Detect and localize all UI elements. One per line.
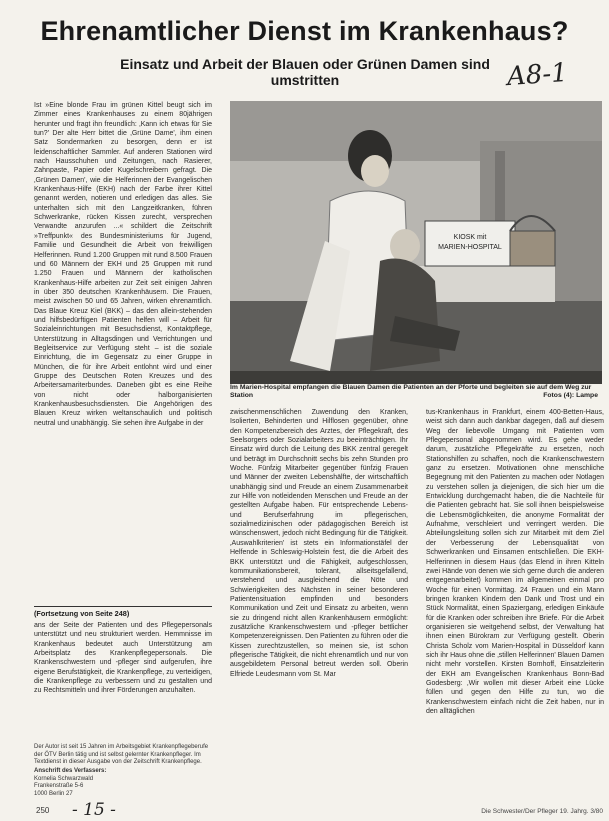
column-2 (230, 408, 408, 798)
address-line: Frankenstraße 5-6 (34, 783, 84, 789)
address-line: Kornelia Schwarzwald (34, 775, 94, 782)
subtitle: Einsatz und Arbeit der Blauen oder Grünen Damen sind umstritten (120, 56, 490, 88)
author-address (34, 768, 212, 798)
column-1b (34, 621, 212, 739)
photo (230, 101, 602, 384)
continuation-separator (34, 606, 212, 607)
column-1 (34, 101, 212, 591)
page-number: 250 (36, 806, 50, 815)
author-note: Der Autor ist seit 15 Jahren im Arbeitsgebiet Krankenpflegeberufe der ÖTV Berlin tätig und ist selbst gelernter Krankenpfleger. Im Textdienst in dieser Ausgabe von der Zeitschrift Krankenpflege. (34, 744, 209, 765)
photo-caption (230, 384, 602, 401)
column-2-text: zwischenmenschlichen Zuwendung den Kranken, Isolierten, Behinderten und Hilflosen gegenüber, ohne den Kompetenzbereich des Arztes, der Pflegekraft, des Seelsorgers oder Sozialarbeiters zu beeinträchtigen. Ihr Einsatz wird durch die Leitung des BKK zentral geregelt und beträgt im Durchschnitt sechs bis zehn Stunden pro Woche. Fünfzig Mitarbeiter gegenüber fünfzig Frauen und Männer der zweiten Lebenshälfte, der wirtschaftlich unabhängig sind und Freude an einem Zusammenarbeit zur Hilfe von notleidenden Menschen und Freude an der gestellten Aufgabe haben. Für entsprechende Lebens- und Berufserfahrung im pflegerischen, sozialmedizinischen oder pädagogischen Bereich ist wünschenswert, jedoch nicht Bedingung für die Tätigkeit. ‚Auswahlkriterien' ist stets ein Informationstäfel der Helfende in Schleswig-Holstein fest, die die Arbeit des BKK unterstützt und die Fähigkeit, aufgeschlossen, kommunikationsbereit, tolerant, allseitsgefallend, verstehend und ausgleichend die Nöte und Schwierigkeiten des Nächsten in seiner besonderen Patientensituation empfinden und besonders Kommunikation und Zeit und Einsatz zu arbeiten, wenn sie zu dringend nicht allen Krankenhäusern ermöglicht: zusätzliche Krankenschwestern und -pfleger bettlicher Kompetenzereignissen. Den Patienten zu führen oder die Kissen zurechtzustellen, so meinen sie, ist schon pflegerische Tätigkeit, die nicht ehrenamtlich und nur von ausgebildetem Personal betreut werden soll. Oberin Elfriede Leudesmann vom St. Mar (230, 409, 408, 678)
handwritten-page-mark: - 15 - (72, 800, 116, 820)
column-3 (426, 408, 604, 798)
caption-text: Im Marien-Hospital empfangen die Blauen Damen die Patienten an der Pforte und begleiten sie auf dem Weg zur Station (230, 384, 592, 400)
address-line: 1000 Berlin 27 (34, 790, 73, 797)
svg-text:MARIEN-HOSPITAL: MARIEN-HOSPITAL (438, 244, 502, 251)
photo-illustration (230, 101, 602, 384)
handwritten-mark: A8-1 (506, 57, 569, 93)
journal-source: Die Schwester/Der Pfleger 19. Jahrg. 3/80 (481, 808, 603, 815)
address-heading: Anschrift des Verfassers: (34, 768, 107, 774)
column-3-text: tus-Krankenhaus in Frankfurt, einem 400-Betten-Haus, weist sich dann auch dankbar dagegen, daß auf diesem Weg der liebevolle Umgang mit Patienten vom Pflegepersonal abgenommen wird. Es gehe weder darum, zusätzliche Pflegekräfte zu ersetzen, noch Stationshilfen zu schaffen, noch die Krankenschwestern ganz zu ersetzen. Motivationen ohne menschliche Begegnung mit den Patienten zu machen oder Notlagen zu verstehen sollen ja diejenigen, die sich hier um die Entwicklung durchgemacht haben, die die Nachteile für die Patienten gebracht hat. Sie soll ihnen beispielsweise die Lebensmöglichkeiten, die anonyme Formalität der Aufnahme, verschleiert und verringert werden. Die Abteilungsleitung sollen sich zur Mitarbeit mit dem Ziel der Verbesserung der Lebensqualität von Schwerkranken und Einsamen entschließen. Die EKH-Helferinnen in diesem Haus (das Elend in ihren Kitteln zwei Hände von denen wie sich gerne durch die anderen entgegenarbeitet) kommen im allgemeinen einmal pro Woche für einen Vormittag. 24 Frauen und ein Mann bringen kranken Kindern den Dank und Trost und ein Stück Normalität, einen Spaziergang, erledigen Einkäufe für die Kranken oder schreiben ihre Briefe. Für die Arbeit organisieren sie weitgehend selbst, der Verwaltung hat ihnen einen Bürokram zur Verfügung gestellt. Oberin Christa Scholz vom Marien-Hospital in Düsseldorf kann sich ihr Haus ohne die ‚stillen Helferinnen' Blauen Damen nicht mehr vorstellen. Kirsten Bornhoff, Einsatzleiterin der EKH am Evangelischen Krankenhaus Bonn-Bad Godesberg: ‚Wir wollen mit dieser Arbeit eine Lücke füllen und gegen den Hilfe zu tun, wo die Krankenschwestern einfach nicht die Zeit haben, nur in den alltäglichen (426, 409, 604, 715)
photo-credit: Fotos (4): Lampe (543, 392, 598, 399)
column-1-text: Ist »Eine blonde Frau im grünen Kittel beugt sich im Zimmer eines Krankenhauses zu einem 80jährigen herunter und fragt ihn freundlich: ‚Kann ich etwas für Sie tun?' Der alte Herr bittet die ‚Grüne Dame', ihm einen Satz Sondermarken zu besorgen, denn er ist leidenschaftlicher Sammler. Auf anderen Stationen wird nach Hausschuhen und Zeitungen, nach Rasierer, Zahnpaste, Papier oder Kugelschreibern gefragt. Die ‚Grünen Damen', wie die Helferinnen der Evangelischen Krankenhaus-Hilfe (EKH) nach der Farbe ihrer Kittel genannt werden, notieren und erledigen das alles. Sie unterhalten sich mit den Langzeitkranken, führen Schwerkranke, rücken Kissen zurecht, versprechen Verwandte anzurufen ...« schildert die Zeitschrift »Treffpunkt« des Bundesministeriums für Jugend, Familie und Gesundheit die Arbeit von freiwilligen Helferinnen. Rund 1.200 Gruppen mit rund 8.500 Frauen und 60 Männern der EKH und 25 Gruppen mit rund 1.250 Frauen und Männern der katholischen Krankenhaus-Hilfe arbeiten zur Zeit seit einigen Jahren in über 350 deutschen Krankenhäusern. Die Frauen, meist zwischen 50 und 65 Jahren, wirken ehrenamtlich. Das Blaue Kreuz Kiel (BKK) – das den allein-stehenden und hilfsbedürftigen Patienten helfen will – Arbeit für Sozialeinrichtungen mit Besuchsdienst, Kontaktpflege, Unterstützung in Alltagsdingen und Verrichtungen und Begleitservice zur Verfügung steht – ist die soziale Einrichtung, die im Gegensatz zu einer Gruppe in München, die für ihre Arbeit entlohnt wird und einer Gruppe des Deutschen Roten Kreuzes und des Arbeitersamariterbundes. Daneben gibt es eine Reihe von nicht oder halborganisierten Krankenhausbesuchsdiensten. Die Angehörigen des Blauen Kreuz wirken weltanschaulich und politisch neutral und unabhängig. Sie sehen ihre Aufgabe in der (34, 102, 212, 427)
sign-text: KIOSK mit (453, 234, 487, 241)
column-1b-text: ans der Seite der Patienten und des Pflegepersonals unterstützt und neu strukturiert werden. Hemmnisse im Krankenhaus bedeutet auch Unterstützung am Arbeitsplatz des Krankenpflegepersonals. Die Krankenschwestern und -pfleger sind aufgerufen, ihre eigene Berufstätigkeit, die Krankenpflege, zu verteidigen, die Krankenpflege zu verbessern und zu gestalten und zu Rechtsmitteln und ihrer Förderungen anzuhalten. (34, 622, 212, 695)
continuation-note: (Fortsetzung von Seite 248) (34, 609, 130, 618)
page-title: Ehrenamtlicher Dienst im Krankenhaus? (40, 16, 569, 46)
